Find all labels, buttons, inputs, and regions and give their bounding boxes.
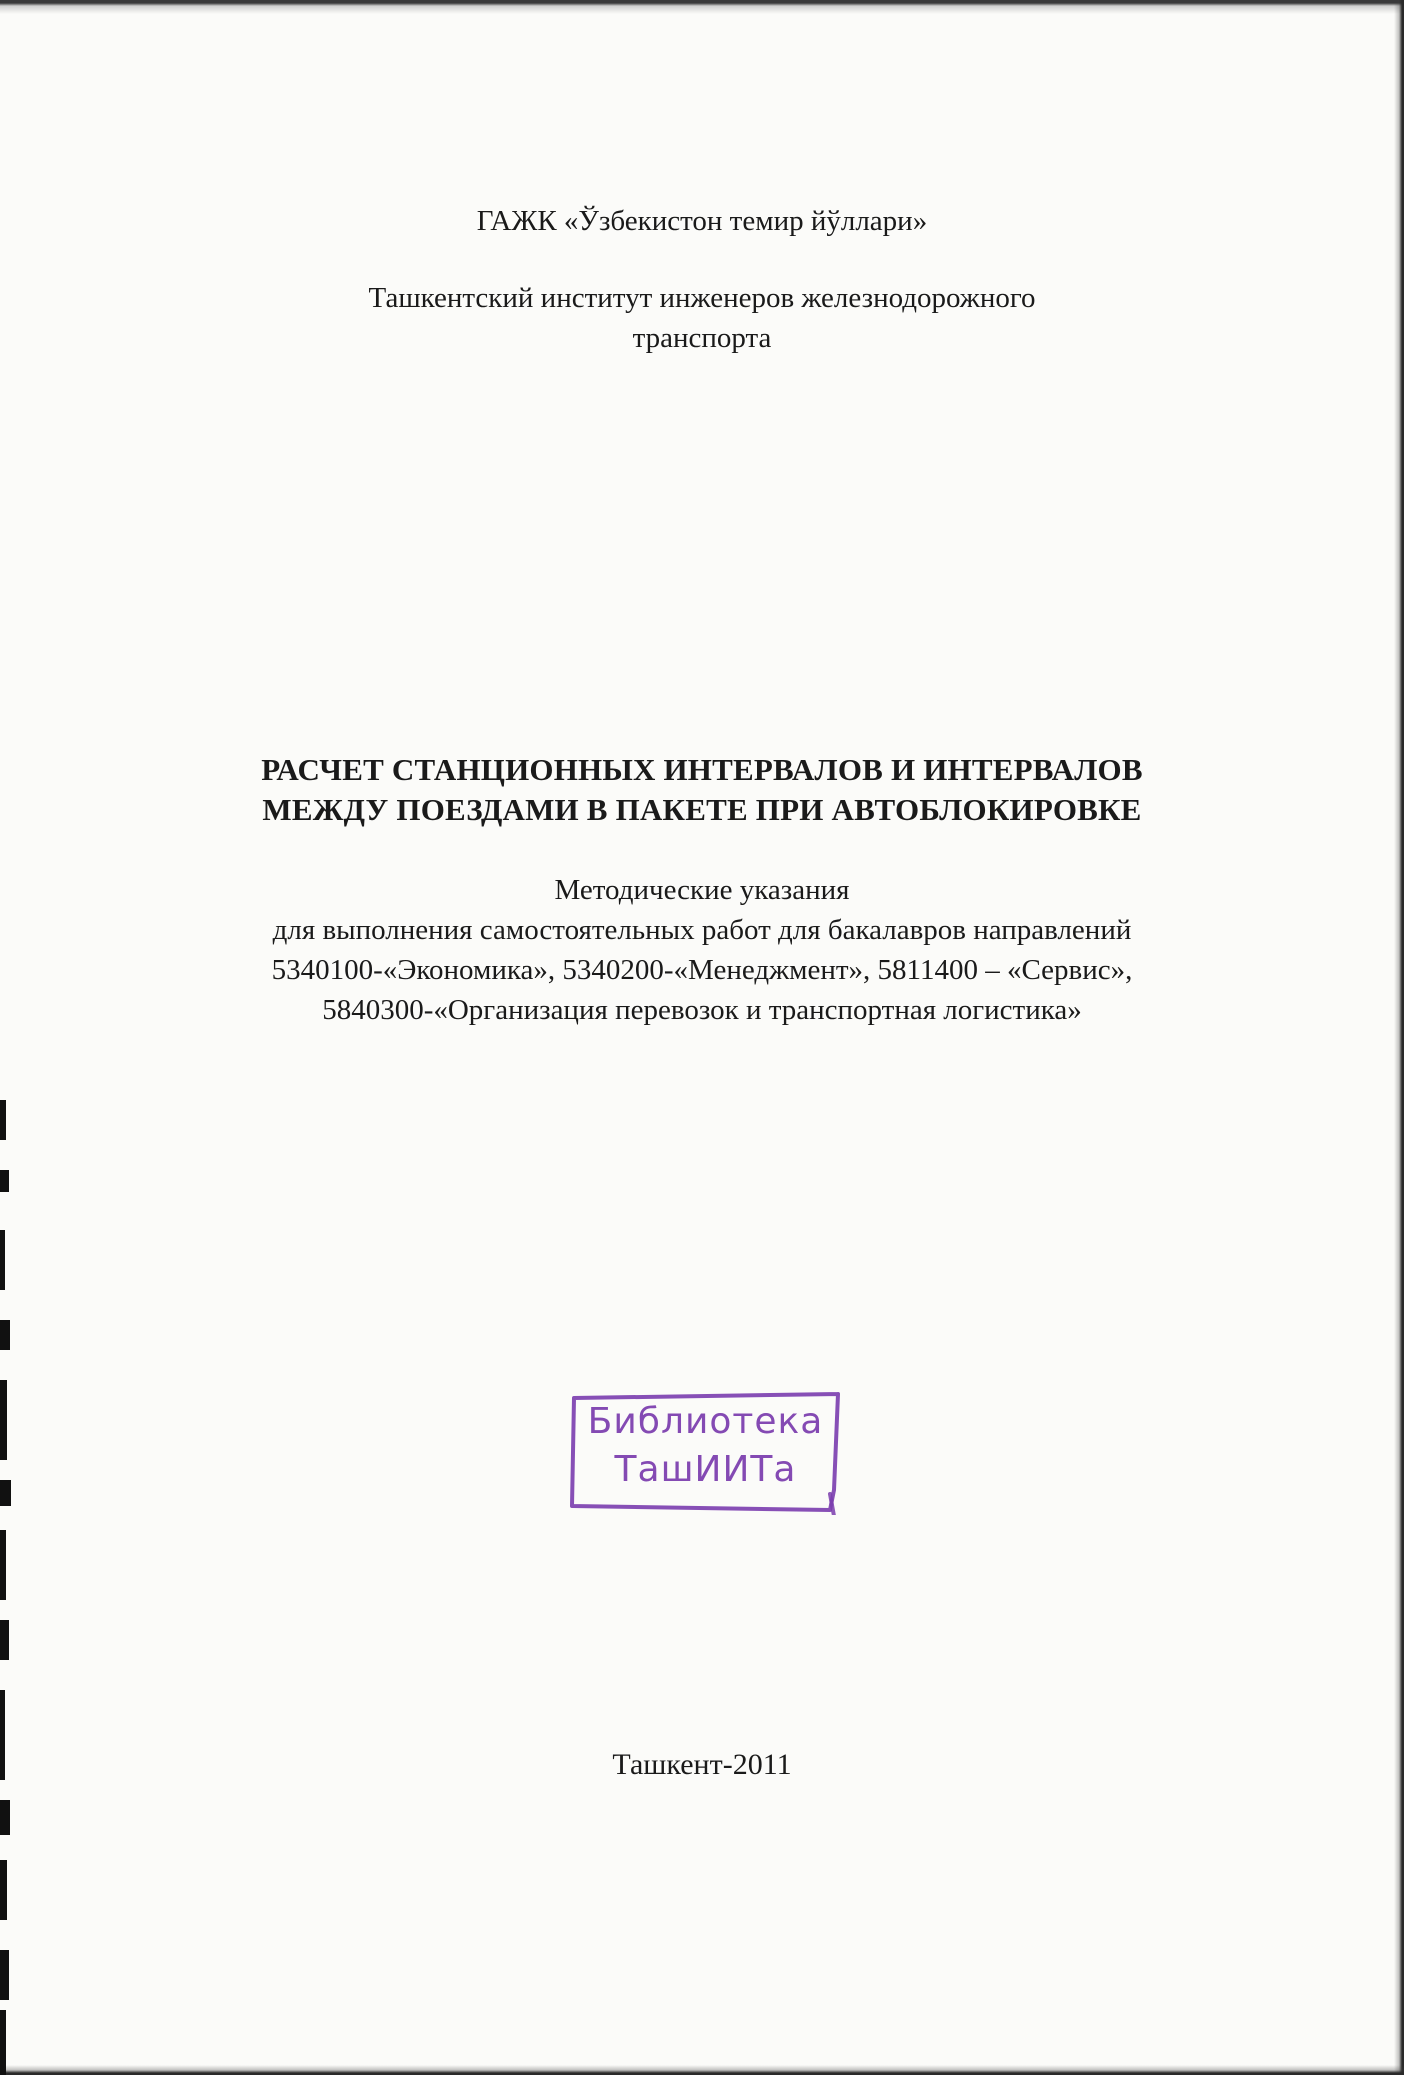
subtitle-line-1: Методические указания [554, 874, 850, 906]
subtitle-line-3: 5340100-«Экономика», 5340200-«Менеджмент», 5811400 – «Сервис», [271, 954, 1133, 986]
scan-edge-top [0, 0, 1404, 14]
subtitle-line-2: для выполнения самостоятельных работ для бакалавров направлений [272, 914, 1132, 946]
institute-name-line-1: Ташкентский институт инженеров железнодорожного [368, 282, 1036, 314]
city-and-year: Ташкент-2011 [612, 1748, 792, 1781]
subtitle-line-4: 5840300-«Организация перевозок и транспортная логистика» [322, 994, 1082, 1026]
document-title-line-2: МЕЖДУ ПОЕЗДАМИ В ПАКЕТЕ ПРИ АВТОБЛОКИРОВКЕ [262, 792, 1142, 827]
scan-edge-bottom [0, 2065, 1404, 2075]
stamp-text-line-1: Библиотека [587, 1401, 824, 1442]
library-stamp [568, 1390, 843, 1515]
stamp-text-line-2: ТашИИТа [614, 1449, 797, 1490]
organization-name: ГАЖК «Ўзбекистон темир йўллари» [476, 205, 928, 237]
institute-name-line-2: транспорта [632, 322, 772, 354]
document-title-line-1: РАСЧЕТ СТАНЦИОННЫХ ИНТЕРВАЛОВ И ИНТЕРВАЛОВ [261, 752, 1143, 787]
